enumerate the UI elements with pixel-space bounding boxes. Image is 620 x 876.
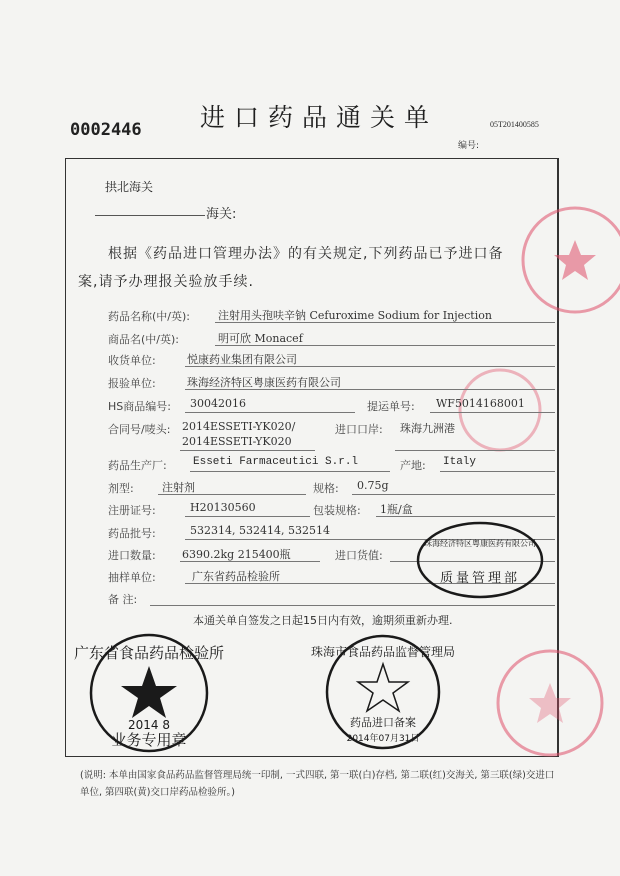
consignee-label: 收货单位: <box>108 354 156 367</box>
origin-label: 产地: <box>400 459 426 472</box>
red-stamp-middle <box>455 365 545 455</box>
sampler-label: 抽样单位: <box>108 571 156 584</box>
spec: 0.75g <box>357 479 389 492</box>
port-label: 进口口岸: <box>335 423 383 436</box>
underline <box>215 322 555 323</box>
declarant-label: 报验单位: <box>108 377 156 390</box>
dosage-form: 注射剂 <box>162 481 195 494</box>
inspection-stamp-ring: 广东省食品药品检验所 <box>73 644 225 662</box>
fda-stamp <box>310 632 456 752</box>
underline <box>185 389 555 390</box>
fda-stamp-date: 2014年07月31日 <box>346 734 420 744</box>
underline <box>395 450 555 451</box>
star-icon <box>554 240 596 280</box>
consignee: 悦康药业集团有限公司 <box>187 353 297 366</box>
star-icon <box>121 666 177 718</box>
underline <box>150 605 555 606</box>
star-icon <box>529 683 571 723</box>
registration-number: H20130560 <box>190 501 256 514</box>
registration-label: 注册证号: <box>108 504 156 517</box>
hs-code-label: HS商品编号: <box>108 400 171 413</box>
document-number: 05T201400585 <box>490 120 539 129</box>
footnote: (说明: 本单由国家食品药品监督管理局统一印制, 一式四联, 第一联(白)存档, 第二联(红)交海关, 第三联(绿)交进口单位, 第四联(黄)交口岸药品检验所。) <box>80 770 555 798</box>
fda-stamp-center: 药品进口备案 <box>350 716 416 729</box>
declarant: 珠海经济特区粤康医药有限公司 <box>187 376 341 389</box>
underline <box>185 366 555 367</box>
underline <box>215 345 555 346</box>
fda-stamp-ring: 珠海市食品药品监督管理局 <box>310 645 456 659</box>
manufacturer: Esseti Farmaceutici S.r.l <box>193 456 359 468</box>
underline <box>440 471 555 472</box>
remarks-label: 备 注: <box>108 593 138 606</box>
packaging: 1瓶/盒 <box>380 503 413 516</box>
company-stamp-center: 质量管理部 <box>439 571 521 586</box>
contract-number-1: 2014ESSETI-YK020/ <box>182 420 296 433</box>
sampler: 广东省药品检验所 <box>192 570 280 583</box>
underline <box>158 494 306 495</box>
underline <box>185 516 310 517</box>
port: 珠海九洲港 <box>400 422 455 435</box>
batch-numbers: 532314, 532414, 532514 <box>190 524 330 537</box>
customs-blank-line <box>95 215 205 216</box>
red-company-stamp-top <box>520 205 620 315</box>
underline <box>190 471 390 472</box>
star-icon <box>358 664 408 711</box>
contract-label: 合同号/唛头: <box>108 423 171 436</box>
underline <box>180 450 315 451</box>
bill-number-label: 提运单号: <box>367 400 415 413</box>
customs-name: 拱北海关 <box>105 180 154 194</box>
inspection-stamp-center: 业务专用章 <box>111 731 187 749</box>
hs-code: 30042016 <box>190 397 246 410</box>
trade-name-label: 商品名(中/英): <box>108 333 179 346</box>
inspection-stamp-date: 2014 8 <box>128 718 170 732</box>
spec-label: 规格: <box>313 482 339 495</box>
quantity-label: 进口数量: <box>108 549 156 562</box>
document-number-label: 编号: <box>458 141 480 151</box>
packaging-label: 包装规格: <box>313 504 361 517</box>
inspection-stamp <box>73 632 225 754</box>
intro-paragraph: 根据《药品进口管理办法》的有关规定,下列药品已予进口备案,请予办理报关验放手续. <box>78 246 504 290</box>
origin: Italy <box>443 456 477 468</box>
underline <box>352 494 555 495</box>
manufacturer-label: 药品生产厂: <box>108 459 167 472</box>
drug-name: 注射用头孢呋辛钠 Cefuroxime Sodium for Injection <box>218 309 492 322</box>
red-company-stamp-bottom <box>495 648 605 758</box>
document-title: 进口药品通关单 <box>200 103 439 132</box>
customs-label: 海关: <box>206 207 237 222</box>
underline <box>185 412 355 413</box>
batch-label: 药品批号: <box>108 527 156 540</box>
bill-number: WF5014168001 <box>436 397 525 410</box>
underline <box>180 561 320 562</box>
company-stamp-ring: 珠海经济特区粤康医药有限公司 <box>424 539 536 548</box>
underline <box>430 412 555 413</box>
trade-name: 明可欣 Monacef <box>218 332 303 345</box>
validity-note: 本通关单自签发之日起15日内有效，逾期须重新办理. <box>193 614 453 627</box>
company-quality-stamp <box>415 520 545 600</box>
dosage-form-label: 剂型: <box>108 482 134 495</box>
contract-number-2: 2014ESSETI-YK020 <box>182 435 292 448</box>
value-label: 进口货值: <box>335 549 383 562</box>
serial-number: 0002446 <box>70 120 142 140</box>
underline <box>376 516 555 517</box>
quantity: 6390.2kg 215400瓶 <box>182 548 291 561</box>
drug-name-label: 药品名称(中/英): <box>108 310 190 323</box>
